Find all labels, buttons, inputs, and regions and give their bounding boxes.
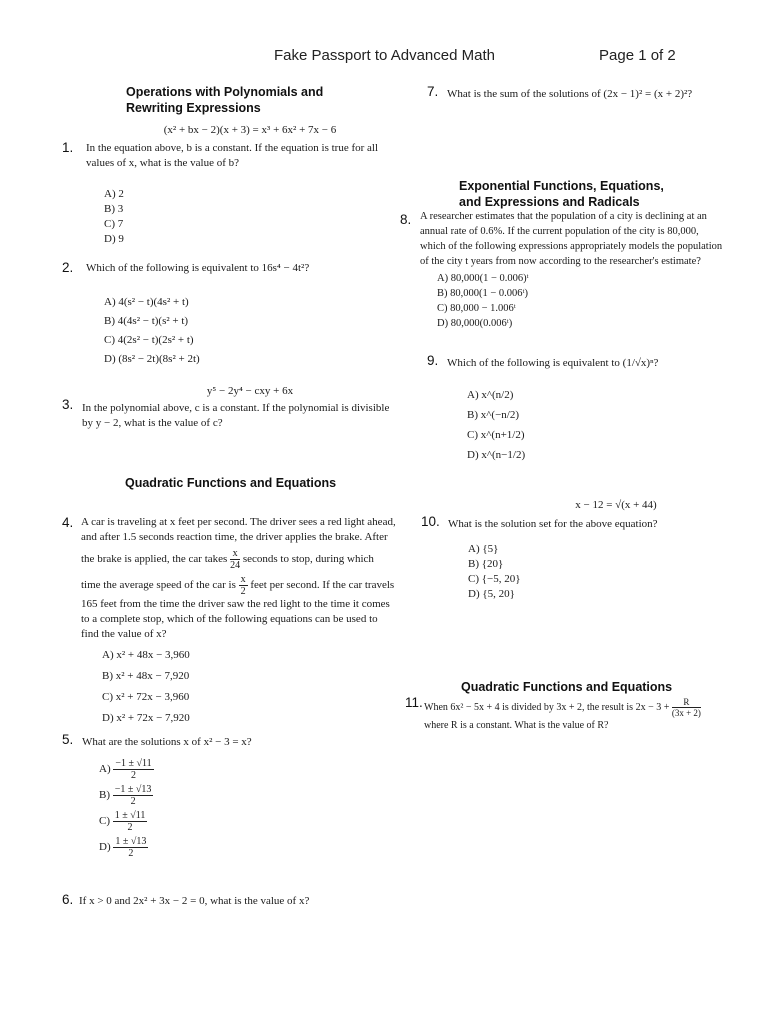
question-8-text (420, 209, 740, 269)
question-10-options (468, 542, 521, 602)
denominator: 2 (127, 822, 133, 833)
page-number: Page 1 of 2 (599, 47, 676, 64)
option[interactable]: B) 80,000(1 − 0.006ᵗ) (437, 288, 529, 299)
text-line: A car is traveling at x feet per second. The driver sees a red light ahead, (81, 516, 396, 528)
text-line: and after 1.5 seconds reaction time, the driver applies the brake. After (81, 531, 388, 543)
option[interactable]: B) 4(4s² − t)(s² + t) (104, 315, 189, 327)
section-heading-polynomials (126, 84, 323, 116)
question-3-number: 3. (62, 397, 74, 412)
fraction (113, 758, 153, 781)
option[interactable] (99, 758, 154, 784)
question-9-number: 9. (427, 353, 439, 368)
text-line: find the value of x? (81, 628, 167, 640)
text-line: 165 feet from the time the driver saw the red light to the time it comes (81, 598, 390, 610)
option[interactable]: C) 7 (104, 218, 124, 230)
question-2-text: Which of the following is equivalent to 16s⁴ − 4t²? (86, 262, 310, 274)
text-segment: feet per second. If the car travels (250, 579, 395, 592)
question-11-number: 11. (405, 695, 423, 710)
option[interactable]: C) {−5, 20} (468, 573, 521, 585)
option[interactable]: D) x^(n−1/2) (467, 449, 526, 461)
option[interactable]: B) 3 (104, 203, 124, 215)
question-3-expression: y⁵ − 2y⁴ − cxy + 6x (206, 385, 294, 397)
section-heading-line: Operations with Polynomials and (126, 85, 324, 99)
denominator: (3x + 2) (671, 708, 701, 718)
fraction (113, 784, 154, 807)
text-line (81, 548, 411, 571)
option[interactable]: A) 2 (104, 188, 124, 200)
question-5-text: What are the solutions x of x² − 3 = x? (82, 736, 252, 748)
option[interactable]: C) x² + 72x − 3,960 (102, 691, 190, 703)
fraction (113, 836, 148, 859)
question-6-number: 6. (62, 892, 74, 907)
question-10-text: What is the solution set for the above equation? (448, 518, 658, 530)
text-line: A researcher estimates that the population of a city is declining at an (420, 211, 707, 222)
option[interactable]: A) {5} (468, 543, 499, 555)
option[interactable]: D) 9 (104, 233, 124, 245)
text-line: which of the following expressions appropriately models the population (420, 241, 723, 252)
option[interactable]: B) x^(−n/2) (467, 409, 519, 421)
option[interactable]: B) {20} (468, 558, 504, 570)
option[interactable]: D) (8s² − 2t)(8s² + 2t) (104, 353, 200, 365)
option[interactable]: A) 4(s² − t)(4s² + t) (104, 296, 189, 308)
text-line: where R is a constant. What is the value of R? (424, 720, 609, 731)
question-9-text (447, 356, 707, 371)
text-segment: the brake is applied, the car takes (81, 553, 228, 566)
option[interactable]: D) x² + 72x − 7,920 (102, 712, 190, 724)
question-4-options (102, 645, 190, 729)
section-heading-line: Exponential Functions, Equations, (459, 179, 664, 193)
option[interactable]: A) x² + 48x − 3,960 (102, 649, 190, 661)
option[interactable] (99, 784, 154, 810)
section-heading-quadratic: Quadratic Functions and Equations (125, 476, 337, 490)
option-label: D) (99, 841, 111, 854)
question-7-number: 7. (427, 84, 439, 99)
text-line: annual rate of 0.6%. If the current population of the city is 80,000, (420, 226, 699, 237)
question-5-options (99, 758, 154, 862)
section-heading-line: and Expressions and Radicals (459, 195, 640, 209)
text-line: to a complete stop, which of the following equations can be used to (81, 613, 378, 625)
fraction (239, 574, 248, 597)
text-segment: ? (653, 357, 659, 369)
question-4-text (81, 515, 411, 642)
question-10-equation: x − 12 = √(x + 44) (575, 499, 657, 511)
fraction (672, 697, 701, 718)
text-segment: time the average speed of the car is (81, 579, 236, 592)
option[interactable] (99, 836, 154, 862)
question-3-text: In the polynomial above, c is a constant. If the polynomial is divisible by y − 2, what is the value of c? (82, 402, 390, 429)
numerator: R (672, 697, 701, 708)
question-7-text: What is the sum of the solutions of (2x − 1)² = (x + 2)²? (447, 88, 693, 100)
question-1-text: In the equation above, b is a constant. If the equation is true for all values of x, what is the value of b? (86, 142, 379, 169)
question-2-options (104, 293, 200, 369)
option[interactable]: D) 80,000(0.006ᵗ) (437, 318, 513, 329)
question-11-text (424, 697, 754, 733)
option[interactable]: C) 80,000 − 1.006ᵗ (437, 303, 516, 314)
denominator: 2 (128, 848, 134, 859)
section-heading-line: Rewriting Expressions (126, 101, 261, 115)
option[interactable] (99, 810, 154, 836)
section-heading-quadratic-2: Quadratic Functions and Equations (461, 680, 673, 694)
option-label: C) (99, 815, 110, 828)
fraction (113, 810, 148, 833)
text-segment: When 6x² − 5x + 4 is divided by 3x + 2, the result is 2x − 3 + (424, 701, 670, 713)
question-1-options (104, 187, 124, 247)
fraction (230, 548, 240, 571)
question-4-number: 4. (62, 515, 74, 530)
option[interactable]: C) x^(n+1/2) (467, 429, 525, 441)
question-2-number: 2. (62, 260, 74, 275)
section-heading-exponential (459, 178, 664, 210)
text-line (424, 697, 754, 718)
option[interactable]: A) 80,000(1 − 0.006)ᵗ (437, 273, 529, 284)
question-1-number: 1. (62, 140, 74, 155)
numerator: 1 ± √11 (114, 810, 146, 821)
denominator: 2 (130, 796, 136, 807)
question-9-options (467, 385, 525, 465)
question-8-options (437, 271, 529, 331)
text-segment: seconds to stop, during which (242, 553, 374, 566)
option[interactable]: A) x^(n/2) (467, 389, 514, 401)
numerator: 1 ± √13 (115, 836, 147, 847)
numerator: x (230, 548, 240, 560)
denominator: 24 (230, 560, 241, 571)
numerator: −1 ± √13 (114, 784, 152, 795)
question-8-number: 8. (400, 212, 412, 227)
numerator: x (240, 574, 246, 585)
question-5-number: 5. (62, 732, 74, 747)
question-6-text: If x > 0 and 2x² + 3x − 2 = 0, what is the value of x? (79, 895, 310, 907)
option[interactable]: C) 4(2s² − t)(2s² + t) (104, 334, 194, 346)
document-title: Fake Passport to Advanced Math (274, 47, 495, 64)
denominator: 2 (130, 770, 136, 781)
option-label: B) (99, 789, 110, 802)
denominator: 2 (240, 586, 246, 597)
question-10-number: 10. (421, 514, 440, 529)
numerator: −1 ± √11 (115, 758, 152, 769)
question-1-equation: (x² + bx − 2)(x + 3) = x³ + 6x² + 7x − 6 (163, 124, 337, 136)
text-segment: Which of the following is equivalent to (447, 357, 620, 369)
text-line (81, 574, 411, 597)
math-expression: (1/√x)ⁿ (622, 357, 654, 369)
text-line: of the city t years from now according to the researcher's estimate? (420, 256, 701, 267)
option-label: A) (99, 763, 111, 776)
option[interactable]: B) x² + 48x − 7,920 (102, 670, 190, 682)
option[interactable]: D) {5, 20} (468, 588, 515, 600)
